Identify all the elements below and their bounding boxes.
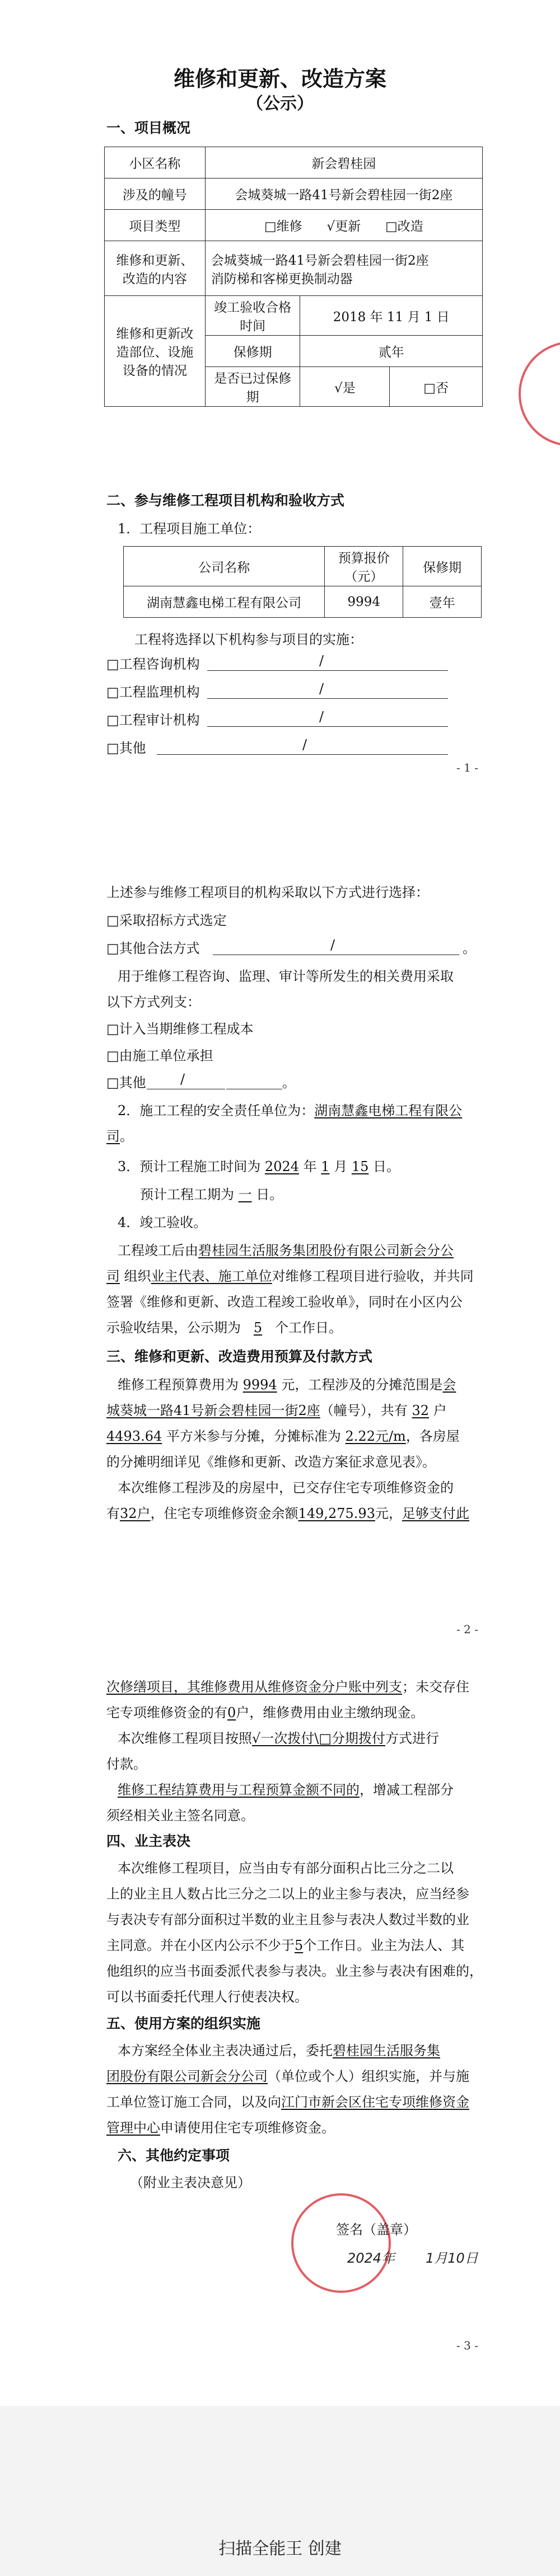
- org-supervision: □工程监理机构: [106, 684, 200, 700]
- vote-text: 个工作日。业主为法人、其: [303, 1938, 465, 1953]
- document-title: 维修和更新、改造方案: [173, 66, 386, 91]
- payment-method: √一次拨付\□分期拨付: [252, 1731, 386, 1746]
- org-audit: □工程审计机构: [106, 712, 200, 728]
- period-label: 预计工程工期为: [140, 1187, 234, 1202]
- fee-opt-other-slash: /: [180, 1071, 185, 1087]
- share-standard: 2.22元/m: [345, 1428, 406, 1444]
- item-2-end: 。: [120, 1129, 133, 1144]
- budget-line-5: 本次维修工程涉及的房屋中，已交存住宅专项维修资金的: [118, 1480, 454, 1496]
- safety-unit: 湖南慧鑫电梯工程有限公: [314, 1103, 463, 1118]
- item-3-label: 3．预计工程施工时间为: [118, 1159, 261, 1174]
- vote-line-6: 可以书面委托代理人行使表决权。: [106, 1989, 308, 2005]
- impl-text: 工单位签订施工合同，以及向: [106, 2094, 281, 2110]
- org-audit-fill: [207, 712, 448, 727]
- fee-opt-cost: □计入当期维修工程成本: [106, 1021, 254, 1037]
- budget-text: 维修工程预算费用为: [118, 1377, 239, 1393]
- signature-label: 签名（盖章）: [336, 2222, 417, 2237]
- acc-org-cont: 司: [106, 1268, 120, 1284]
- contractor-warranty: 壹年: [403, 586, 482, 618]
- scanner-watermark: 扫描全能王 创建: [218, 2539, 342, 2559]
- budget-text: 有: [106, 1506, 120, 1521]
- page-number-1: - 1 -: [456, 761, 478, 774]
- section-6-heading: 六、其他约定事项: [118, 2147, 230, 2164]
- acceptance-line-1: [118, 1242, 454, 1259]
- content-label-line: 维修和更新、: [116, 253, 194, 268]
- page-number-2: - 2 -: [456, 1623, 478, 1636]
- safety-unit-cont: 司: [106, 1129, 120, 1144]
- fee-opt-other-fill-1: [147, 1074, 225, 1089]
- impl-line-4: [106, 2119, 335, 2136]
- budget-scope-cont: 城葵城一路41号新会碧桂园一街2座: [106, 1403, 320, 1418]
- acc-org: 碧桂园生活服务集团股份有限公司新会分公: [198, 1243, 454, 1258]
- warranty-value: 贰年: [300, 336, 483, 367]
- community-value: 新会碧桂园: [205, 147, 482, 178]
- sufficient-text: 足够支付此: [402, 1506, 469, 1521]
- section-3-heading: 三、维修和更新、改造费用预算及付款方式: [106, 1348, 373, 1365]
- unpaid-households: 0: [227, 1705, 236, 1721]
- payment-line-3: [118, 1730, 439, 1747]
- content-value-line: 会城葵城一路41号新会碧桂园一街2座: [211, 253, 429, 268]
- signature-date-year: 2024年: [347, 2250, 395, 2266]
- payment-text: 方式进行: [385, 1731, 440, 1746]
- org-other-slash: /: [302, 737, 307, 753]
- period-value: 一: [238, 1187, 252, 1202]
- type-option-renovate: □改造: [385, 219, 423, 234]
- fee-opt-other: □其他: [106, 1075, 146, 1090]
- acc-text: 个工作日。: [275, 1320, 343, 1336]
- method-other-fill: [213, 940, 459, 955]
- building-label: 涉及的幢号: [105, 178, 206, 210]
- content-label-line: 改造的内容: [122, 271, 187, 286]
- budget-line-2: [106, 1402, 447, 1419]
- col-price-line: （元）: [344, 570, 384, 584]
- select-method-text: 上述参与维修工程项目的机构采取以下方式进行选择：: [106, 885, 429, 900]
- impl-line-3: [106, 2094, 469, 2110]
- page-1: [0, 0, 560, 800]
- fund-center-cont: 管理中心: [106, 2120, 160, 2136]
- project-overview-table: [104, 147, 483, 407]
- facility-label-line: 设备的情况: [122, 364, 187, 378]
- item-3: [118, 1158, 400, 1175]
- start-year: 2024: [264, 1159, 299, 1174]
- acc-text: 对维修工程项目进行验收，并共同: [272, 1268, 474, 1284]
- budget-scope: 会: [442, 1377, 456, 1393]
- budget-text: 元，: [375, 1506, 402, 1521]
- fee-opt-contractor: □由施工单位承担: [106, 1048, 213, 1064]
- impl-text: 本方案经全体业主表决通过后，委托: [118, 2043, 333, 2058]
- acceptance-line-2: [106, 1268, 474, 1285]
- payment-line-5: [118, 1781, 454, 1798]
- acc-text: 组织: [124, 1268, 151, 1284]
- payment-text: 宅专项维修资金的有: [106, 1705, 227, 1721]
- in-warranty-no: □否: [390, 367, 483, 407]
- col-company: 公司名称: [124, 547, 325, 586]
- year-unit: 年: [303, 1159, 317, 1174]
- fee-opt-other-end: 。: [282, 1075, 296, 1090]
- vote-text: 主同意。并在小区内公示不少于: [106, 1938, 295, 1953]
- contractor-name: 湖南慧鑫电梯工程有限公司: [124, 586, 325, 618]
- facility-label: [105, 296, 206, 407]
- method-other-slash: /: [330, 937, 335, 953]
- org-consulting-slash: /: [319, 653, 324, 669]
- in-warranty-yes: √是: [300, 367, 390, 407]
- type-options: [205, 210, 482, 241]
- col-price: [325, 547, 403, 586]
- day-unit: 日。: [373, 1159, 400, 1174]
- settlement-text: 维修工程结算费用与工程预算金额不同的: [118, 1782, 360, 1798]
- acc-text: 工程竣工后由: [118, 1243, 198, 1258]
- content-label: [105, 241, 206, 296]
- start-day: 15: [351, 1159, 369, 1174]
- org-audit-slash: /: [319, 709, 324, 725]
- warranty-label: 保修期: [205, 336, 300, 367]
- method-other: □其他合法方式: [106, 941, 200, 956]
- budget-text: ，各房屋: [405, 1428, 460, 1444]
- payment-text: ，增减工程部分: [360, 1782, 454, 1798]
- org-supervision-slash: /: [319, 681, 324, 697]
- contractor-table: [123, 546, 482, 618]
- signature-date-day: 1月10日: [426, 2250, 478, 2266]
- section-1-heading: 一、项目概况: [106, 120, 191, 136]
- acceptance-line-4: [106, 1319, 342, 1336]
- payment-text: ；未交存住: [402, 1679, 469, 1695]
- vote-line-4: [106, 1937, 464, 1954]
- budget-text: 平方米参与分摊，分摊标准为: [166, 1428, 341, 1444]
- contractor-price: 9994: [325, 586, 403, 618]
- method-other-end: 。: [463, 941, 476, 956]
- col-warranty: 保修期: [403, 547, 482, 586]
- building-value: 会城葵城一路41号新会碧桂园一街2座: [205, 178, 482, 210]
- acceptance-line-3: 签署《维修和更新、改造工程竣工验收单》，同时在小区内公: [106, 1294, 463, 1310]
- facility-label-line: 维修和更新改: [116, 327, 194, 341]
- budget-amount: 9994: [242, 1377, 277, 1393]
- payment-text: 户，维修费用由业主缴纳现金。: [236, 1705, 424, 1721]
- fund-balance: 149,275.93: [298, 1506, 375, 1521]
- document-subtitle: （公示）: [246, 94, 314, 114]
- acceptance-value: 2018 年 11 月 1 日: [300, 296, 483, 336]
- payment-line-2: [106, 1704, 424, 1721]
- acc-text: 示验收结果，公示期为: [106, 1320, 241, 1336]
- fund-center: 江门市新会区住宅专项维修资金: [281, 2094, 469, 2110]
- section-4-heading: 四、业主表决: [106, 1833, 191, 1849]
- item-4: 4．竣工验收。: [118, 1215, 207, 1230]
- acceptance-label: 竣工验收合格时间: [205, 296, 300, 336]
- org-consulting: □工程咨询机构: [106, 656, 200, 672]
- org-supervision-fill: [207, 684, 448, 699]
- budget-text: 户: [433, 1403, 447, 1418]
- page-number-3: - 3 -: [456, 2339, 478, 2352]
- facility-label-line: 造部位、设施: [116, 345, 194, 360]
- content-value-line: 消防梯和客梯更换制动器: [211, 271, 353, 286]
- month-unit: 月: [334, 1159, 348, 1174]
- impl-text: 申请使用住宅专项维修资金。: [160, 2120, 335, 2136]
- paid-households: 32户: [120, 1506, 151, 1521]
- col-price-line: 预算报价: [338, 551, 390, 566]
- payment-text: 本次维修工程项目按照: [118, 1731, 252, 1746]
- budget-line-6: [106, 1505, 469, 1522]
- content-value: [205, 241, 482, 296]
- vote-line-1: 本次维修工程项目，应当由专有部分面积占比三分之二以: [118, 1860, 454, 1876]
- fee-text-2: 以下方式列支：: [106, 994, 200, 1010]
- impl-line-1: [118, 2042, 440, 2059]
- impl-line-2: [106, 2068, 469, 2085]
- area-value: 4493.64: [106, 1428, 162, 1444]
- item-2-cont: [106, 1128, 133, 1145]
- impl-text: （单位或个人）组织实施，并与施: [268, 2069, 469, 2084]
- budget-text: ，住宅专项维修资金余额: [150, 1506, 298, 1521]
- company-seal: [291, 2193, 391, 2293]
- budget-line-3: [106, 1428, 460, 1445]
- impl-org-cont: 团股份有限公司新会分公司: [106, 2069, 268, 2084]
- household-count: 32: [412, 1403, 429, 1418]
- vote-line-5: 他组织的应当书面委派代表参与表决。业主参与表决有困难的，: [106, 1963, 483, 1979]
- acc-parties: 业主代表、施工单位: [151, 1268, 272, 1284]
- item-2: [118, 1102, 462, 1119]
- notice-days: 5: [253, 1320, 263, 1336]
- impl-org: 碧桂园生活服务集: [333, 2043, 440, 2058]
- fee-opt-other-fill-2: [226, 1074, 282, 1089]
- vote-line-2: 上的业主且人数占比三分之二以上的业主参与表决，应当经参: [106, 1886, 469, 1902]
- type-option-repair: □维修: [264, 219, 302, 234]
- page-2: [0, 800, 560, 1662]
- attachment-note: （附业主表决意见）: [130, 2175, 251, 2190]
- start-month: 1: [321, 1159, 330, 1174]
- choose-orgs-text: 工程将选择以下机构参与项目的实施：: [134, 632, 363, 647]
- org-other: □其他: [106, 740, 146, 756]
- method-tender: □采取招标方式选定: [106, 913, 227, 928]
- payment-line-1: [106, 1679, 469, 1695]
- item-1: 1．工程项目施工单位：: [118, 521, 261, 537]
- budget-text: 元，工程涉及的分摊范围是: [281, 1377, 443, 1393]
- vote-notice-days: 5: [295, 1938, 304, 1953]
- section-2-heading: 二、参与维修工程项目机构和验收方式: [106, 492, 345, 509]
- budget-line-1: [118, 1376, 456, 1393]
- budget-line-4: 的分摊明细详见《维修和更新、改造方案征求意见表》。: [106, 1454, 436, 1470]
- period-unit: 日。: [256, 1187, 283, 1202]
- in-warranty-label: 是否已过保修期: [205, 367, 300, 407]
- fee-text-1: 用于维修工程咨询、监理、审计等所发生的相关费用采取: [118, 969, 454, 984]
- item-2-label: 2．施工工程的安全责任单位为：: [118, 1103, 315, 1118]
- community-label: 小区名称: [105, 147, 206, 178]
- fund-source: 次修缮项目，其维修费用从维修资金分户账中列支: [106, 1679, 402, 1695]
- vote-line-3: 与表决专有部分面积过半数的业主且参与表决人数过半数的业: [106, 1912, 469, 1928]
- payment-line-4: 付款。: [106, 1756, 147, 1772]
- page-3: [0, 1662, 560, 2406]
- budget-text: （幢号），共有: [320, 1403, 408, 1418]
- section-5-heading: 五、使用方案的组织实施: [106, 2015, 261, 2032]
- payment-line-6: 须经相关业主签名同意。: [106, 1808, 254, 1823]
- org-consulting-fill: [207, 656, 448, 671]
- type-option-update: √更新: [326, 219, 361, 234]
- official-seal: [519, 341, 560, 446]
- period-line: [140, 1186, 283, 1203]
- type-label: 项目类型: [105, 210, 206, 241]
